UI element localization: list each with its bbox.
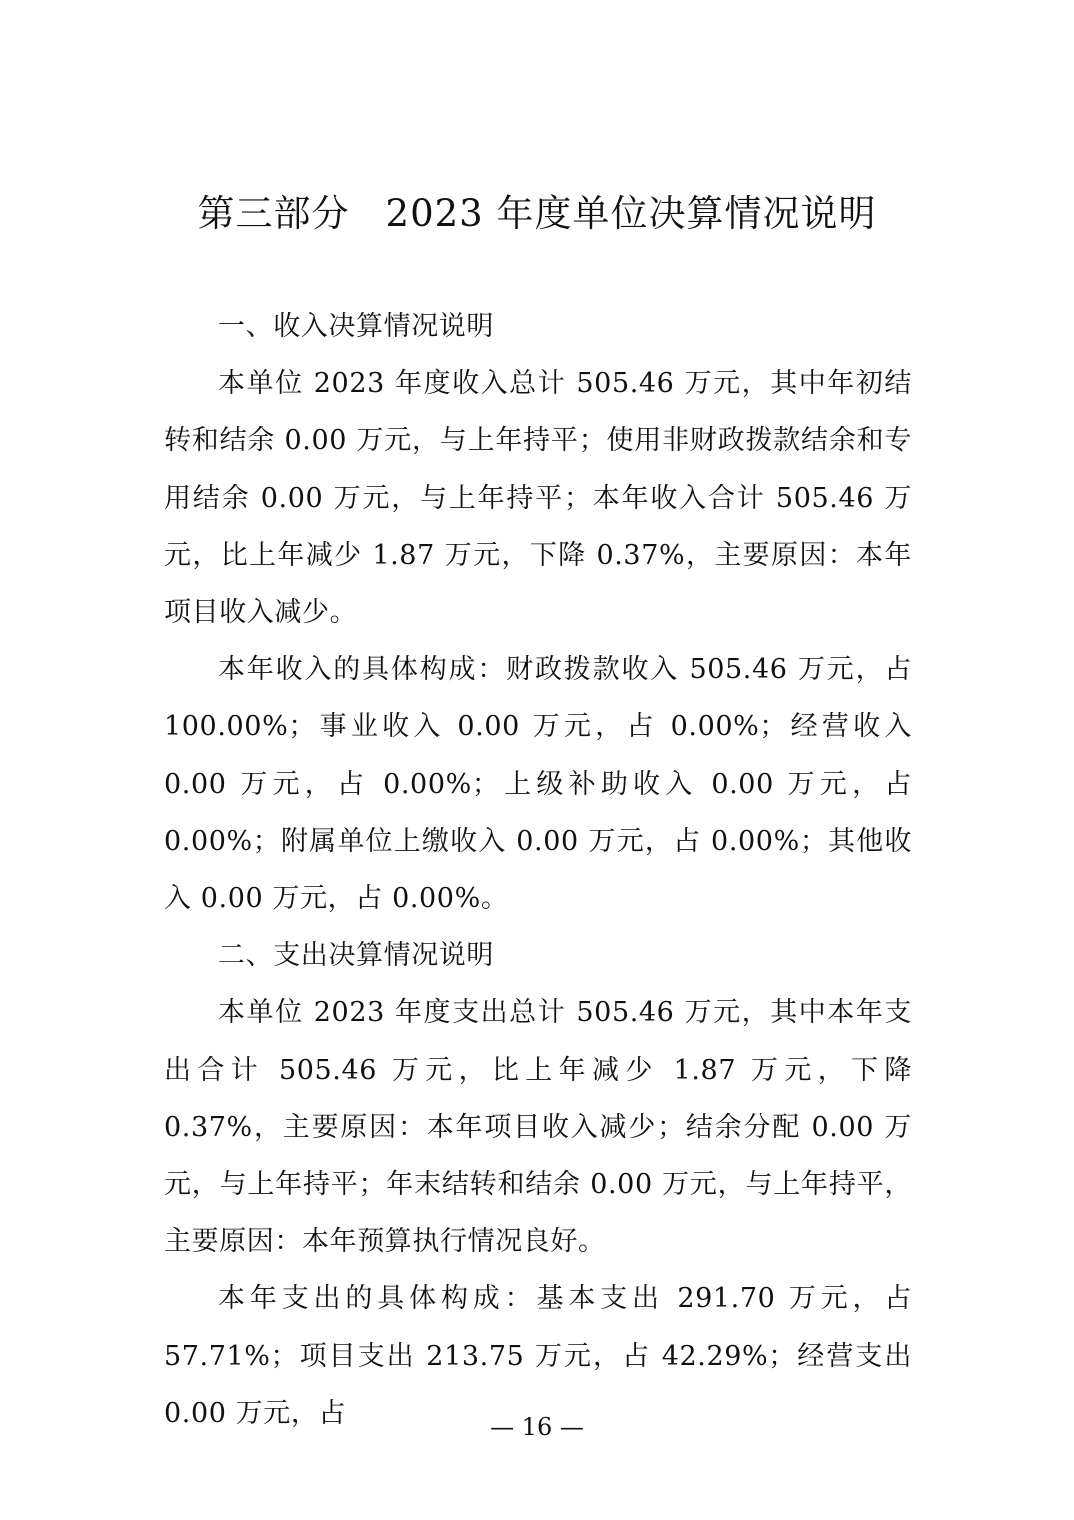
title-main: 2023 年度单位决算情况说明 — [385, 192, 877, 235]
income-paragraph-total: 本单位 2023 年度收入总计 505.46 万元，其中年初结转和结余 0.00 万元，与上年持平；使用非财政拨款结余和专用结余 0.00 万元，与上年持平；本年收入合计 505.46 万元，比上年减少 1.87 万元，下降 0.37%，主要原因：本年项目收入减少。 — [164, 368, 912, 629]
page-number: — 16 — — [490, 1413, 584, 1441]
document-body — [164, 298, 912, 1442]
title-part: 第三部分 — [197, 192, 350, 235]
expense-paragraph-composition: 本年支出的具体构成：基本支出 291.70 万元，占 57.71%；项目支出 213.75 万元，占 42.29%；经营支出 0.00 万元，占 — [164, 1283, 912, 1429]
income-paragraph-composition: 本年收入的具体构成：财政拨款收入 505.46 万元，占 100.00%；事业收入 0.00 万元，占 0.00%；经营收入 0.00 万元，占 0.00%；上级补助收入 0.00 万元，占 0.00%；附属单位上缴收入 0.00 万元，占 0.00%；其他收入 0.00 万元，占 0.00%。 — [164, 654, 912, 915]
income-heading: 一、收入决算情况说明 — [218, 311, 494, 342]
expense-heading: 二、支出决算情况说明 — [218, 940, 494, 972]
income-section — [164, 298, 912, 927]
expense-paragraph-total: 本单位 2023 年度支出总计 505.46 万元，其中本年支出合计 505.46 万元，比上年减少 1.87 万元，下降 0.37%，主要原因：本年项目收入减少；结余分配 0.00 万元，与上年持平；年末结转和结余 0.00 万元，与上年持平，主要原因：本年预算执行情况良好。 — [164, 997, 912, 1258]
expense-section — [164, 927, 912, 1442]
page-title — [0, 188, 1074, 240]
